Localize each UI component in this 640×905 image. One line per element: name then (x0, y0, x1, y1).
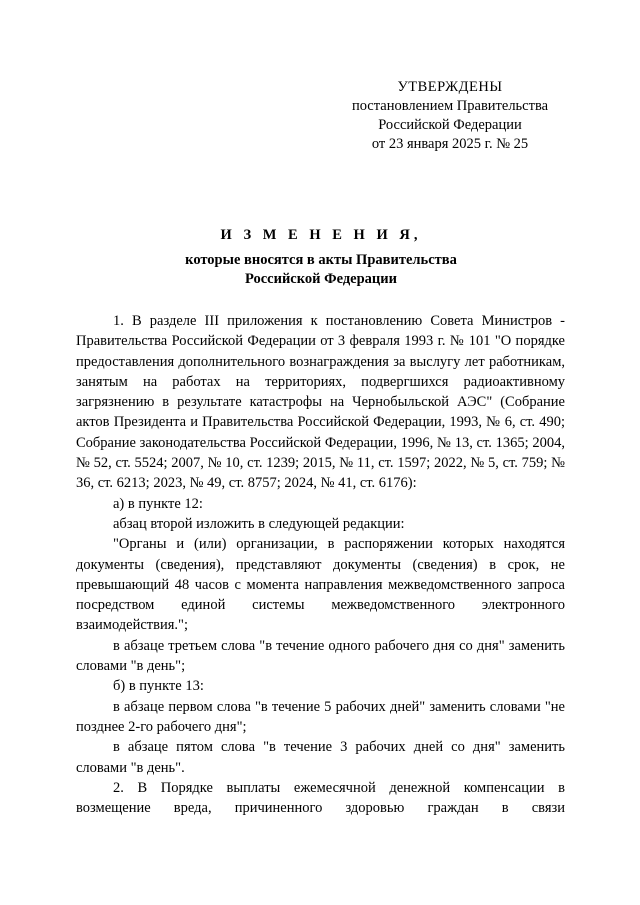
document-title: И З М Е Н Е Н И Я, (220, 227, 422, 243)
paragraph-amend-fifth: в абзаце пятом слова "в течение 3 рабочих дней со дня" заменить словами "в день". (76, 739, 565, 776)
paragraph-subitem-a: а) в пункте 12: (113, 495, 203, 512)
paragraph-subitem-b: б) в пункте 13: (113, 678, 204, 695)
document-title-block (76, 226, 566, 289)
paragraph-amend-second: абзац второй изложить в следующей редакции: (113, 515, 405, 532)
document-subtitle-line1: которые вносятся в акты Правительства (185, 252, 457, 268)
document-body (76, 311, 565, 818)
approval-line-date: от 23 января 2025 г. № 25 (371, 136, 529, 152)
paragraph-quoted-text: "Органы и (или) организации, в распоряжении которых находятся документы (сведения), представляют документы (сведения) в срок, не превышающий 48 часов с момента направления межведомственного запроса посредством единой системы межведомственного электронного взаимодействия."; (76, 536, 565, 634)
approval-line-decree: постановлением Правительства (351, 98, 549, 114)
document-subtitle-line2: Российской Федерации (244, 271, 397, 287)
approval-stamp (340, 78, 560, 154)
paragraph-item-2: 2. В Порядке выплаты ежемесячной денежной компенсации в возмещение вреда, причиненного здоровью граждан в связи (76, 779, 565, 817)
approval-heading: УТВЕРЖДЕНЫ (397, 79, 503, 95)
paragraph-amend-first: в абзаце первом слова "в течение 5 рабочих дней" заменить словами "не позднее 2-го рабочего дня"; (76, 698, 565, 735)
paragraph-item-1: 1. В разделе III приложения к постановлению Совета Министров - Правительства Российской Федерации от 3 февраля 1993 г. № 101 "О порядке предоставления дополнительного вознаграждения за выслугу лет работникам, занятым на работах на территориях, подвергшихся радиоактивному загрязнению в результате катастрофы на Чернобыльской АЭС" (Собрание актов Президента и Правительства Российской Федерации, 1993, № 6, ст. 490; Собрание законодательства Российской Федерации, 1996, № 13, ст. 1365; 2004, № 52, ст. 5524; 2007, № 10, ст. 1239; 2015, № 11, ст. 1597; 2022, № 5, ст. 759; № 36, ст. 6213; 2023, № 49, ст. 8757; 2024, № 41, ст. 6176): (76, 313, 565, 492)
paragraph-amend-third: в абзаце третьем слова "в течение одного рабочего дня со дня" заменить словами "в день"; (76, 637, 565, 675)
approval-line-government: Российской Федерации (378, 117, 522, 133)
